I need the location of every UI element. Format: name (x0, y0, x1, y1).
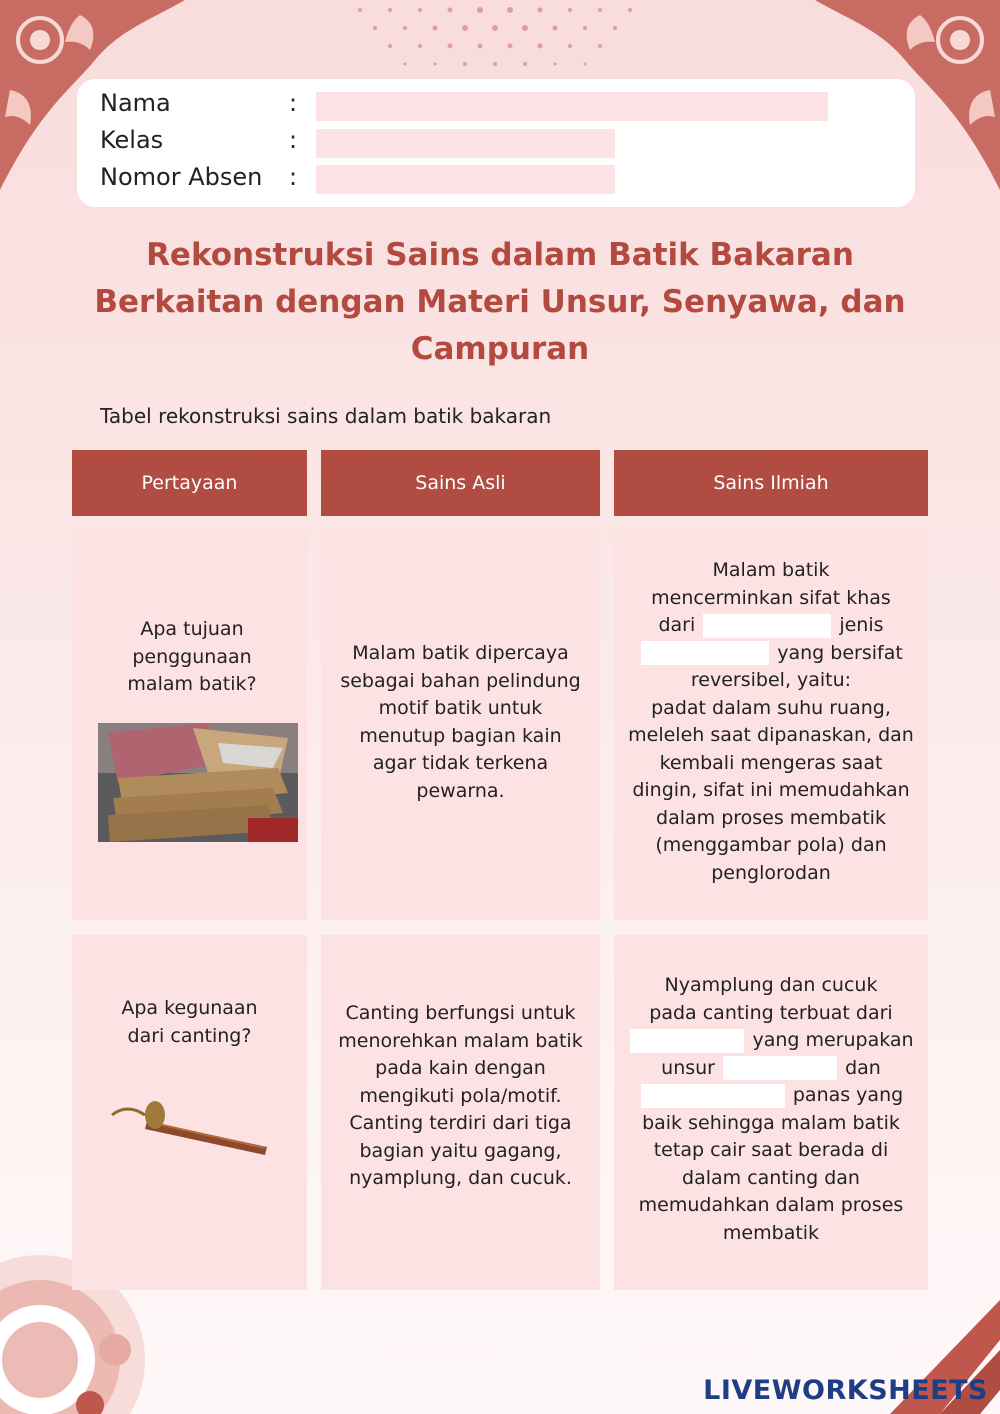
question-text-2: Apa kegunaan dari canting? (121, 997, 258, 1047)
question-cell-2 (72, 935, 307, 1290)
sains-ilmiah-1-line3 (622, 612, 920, 640)
header-sains-asli: Sains Asli (321, 450, 600, 516)
sains-ilmiah-2-rest: baik sehingga malam batik tetap cair saat berada di dalam canting dan memudahkan dalam proses membatik (638, 1111, 904, 1244)
sains-ilmiah-1-line3a: dari (658, 614, 696, 636)
sains-ilmiah-2-line3 (622, 1027, 920, 1055)
sains-ilmiah-2-line1: Nyamplung dan cucuk (664, 974, 878, 996)
sains-asli-text-2: Canting berfungsi untuk menorehkan malam batik pada kain dengan mengikuti pola/motif. Canting terdiri dari tiga bagian yaitu gagang, nyamplung, dan cucuk. (338, 1002, 583, 1189)
page-title: Rekonstruksi Sains dalam Batik Bakaran Berkaitan dengan Materi Unsur, Senyawa, dan Campuran (94, 237, 906, 367)
answer-blank-5[interactable] (641, 1084, 785, 1108)
sains-ilmiah-1-rest: padat dalam suhu ruang, meleleh saat dipanaskan, dan kembali mengeras saat dingin, sifat ini memudahkan dalam proses membatik (menggambar pola) dan penglorodan (628, 696, 914, 884)
canting-image (107, 1093, 277, 1163)
sains-ilmiah-2-line4b: dan (845, 1056, 881, 1079)
name-input[interactable] (316, 92, 828, 121)
student-info-card (77, 79, 915, 207)
header-pertanyaan: Pertayaan (72, 450, 307, 516)
sains-ilmiah-1-line4-text: yang bersifat (777, 641, 903, 664)
question-cell-1 (72, 530, 307, 920)
sains-asli-cell-1 (321, 530, 600, 920)
sains-asli-text-1: Malam batik dipercaya sebagai bahan pelindung motif batik untuk menutup bagian kain agar tidak terkena pewarna. (340, 642, 581, 802)
table-caption: Tabel rekonstruksi sains dalam batik bakaran (100, 404, 552, 428)
name-label: Nama (100, 89, 171, 117)
dot-pattern (350, 2, 650, 82)
sains-ilmiah-1-line5: reversibel, yaitu: (690, 669, 852, 691)
answer-blank-1[interactable] (703, 614, 831, 638)
answer-blank-4[interactable] (723, 1056, 837, 1080)
sains-ilmiah-2-line4 (622, 1055, 920, 1083)
colon: : (289, 163, 298, 191)
question-text-1: Apa tujuan penggunaan malam batik? (127, 618, 257, 695)
class-label: Kelas (100, 126, 164, 154)
liveworksheets-logo (703, 1375, 988, 1406)
class-input[interactable] (316, 129, 615, 158)
header-sains-ilmiah: Sains Ilmiah (614, 450, 928, 516)
sains-ilmiah-cell-1 (614, 530, 928, 920)
answer-blank-2[interactable] (641, 641, 769, 665)
colon: : (289, 126, 298, 154)
sains-ilmiah-1-line3b: jenis (839, 614, 884, 636)
sains-ilmiah-1-line1: Malam batik (712, 559, 830, 581)
watermark-text: LIVEWORKSHEETS (703, 1375, 988, 1406)
malam-batik-image (98, 723, 298, 842)
sains-ilmiah-2-line5 (622, 1082, 920, 1110)
answer-blank-3[interactable] (630, 1029, 744, 1053)
absen-label: Nomor Absen (100, 163, 263, 191)
sains-ilmiah-1-line4 (622, 640, 920, 668)
sains-ilmiah-2-line3-text: yang merupakan (752, 1029, 914, 1051)
sains-ilmiah-1-line2: mencerminkan sifat khas (651, 586, 891, 609)
sains-asli-cell-2 (321, 935, 600, 1290)
absen-input[interactable] (316, 165, 615, 194)
sains-ilmiah-2-line4a: unsur (661, 1056, 715, 1079)
sains-ilmiah-2-line5-text: panas yang (792, 1084, 904, 1106)
colon: : (289, 89, 298, 117)
sains-ilmiah-2-line2: pada canting terbuat dari (649, 1001, 893, 1024)
sains-ilmiah-cell-2 (614, 935, 928, 1290)
